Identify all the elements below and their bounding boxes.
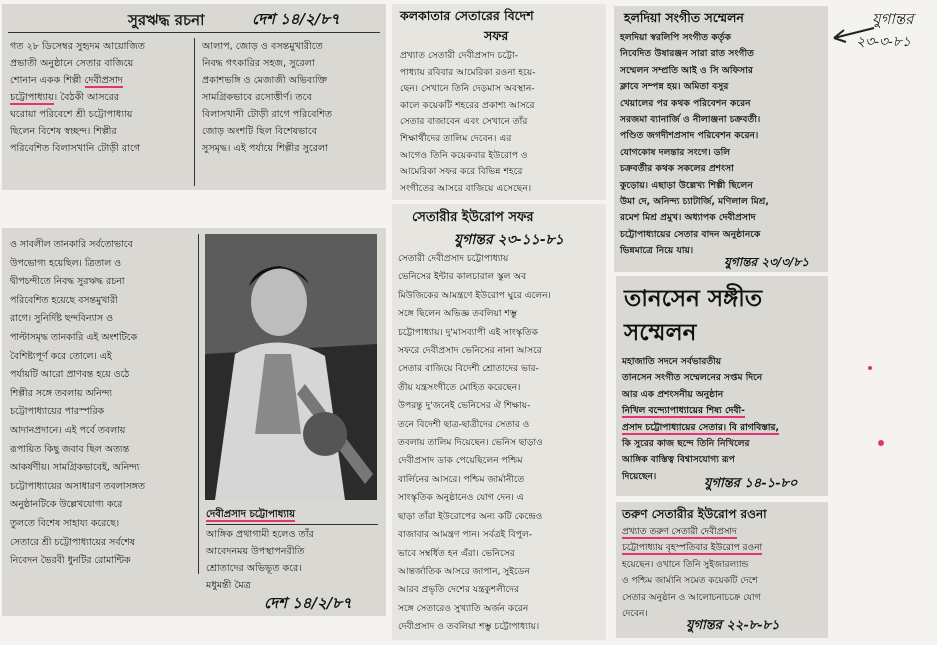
clip6-line: কি সুরের কাজ ছন্দে তিনি নিখিলের: [622, 439, 750, 450]
clip5-line: ভিন্নমাত্রে নিয়ে যায়।: [620, 245, 694, 257]
clip7-headline: তরুণ সেতারীর ইউরোপ রওনা: [622, 507, 767, 521]
clip4-line: তবলায় তালিম দিয়েছেন। ভেনিস ছাড়াও: [398, 438, 543, 449]
highlighted-name: প্রখ্যাত তরুণ সেতারী দেবীপ্রসাদ: [622, 527, 737, 537]
clip-tansen: [616, 276, 828, 496]
clip-review: [2, 228, 386, 616]
clip3-headline: কলকাতার সেতারের বিদেশ: [400, 8, 534, 23]
clip4-line: মিউজিকের আমন্ত্রণে ইউরোপ ঘুরে এলেন।: [398, 290, 551, 301]
clip2-caption-rule: [206, 524, 378, 525]
clip4-line: সাংস্কৃতিক অনুষ্ঠানেও যোগ দেন। এ: [398, 493, 524, 504]
clip7-body: [622, 524, 826, 622]
clip4-line: সেতারী দেবীপ্রসাদ চট্টোপাধ্যায়: [398, 254, 509, 264]
pink-mark: [878, 440, 884, 446]
clip1-line: প্রকাশভঙ্গি ও মেজাজী অভিব্যক্তি: [202, 75, 328, 86]
clip1-divider: [8, 32, 380, 33]
clip3-line: শিক্ষার্থীদের তালিম দেবেন। এর: [400, 132, 512, 144]
clip1-stamp: দেশ ১৪/২/৮৭: [252, 10, 340, 28]
clip4-line: চট্টোপাধ্যায়। দু'মাসব্যাপী এই সাংস্কৃতিক: [398, 327, 539, 338]
clip2-line: আবেদনময় উপস্থাপনরীতি: [206, 546, 305, 557]
clip-young-setari: [616, 502, 828, 638]
clip7-line: ও পশ্চিম জার্মানি সমেত কয়েকটি দেশে: [622, 576, 758, 587]
highlighted-name: প্রসাদ চট্টোপাধ্যায়ের সেতার। বি রাগবিস্তার,: [622, 422, 779, 433]
clip6-headline1: তানসেন সঙ্গীত: [624, 286, 763, 312]
handwritten-date: ২৩-৩-৮১: [856, 34, 911, 50]
clip2-byline: মধুমন্তী মৈত্র: [206, 580, 251, 591]
clip4-line: তীয় যন্ত্রসংগীতে মোহিত করেছেন।: [398, 382, 521, 393]
clip2-line: দ্বীপচন্দীতে নিবদ্ধ সুরঋদ্ধ রচনা: [10, 276, 125, 288]
clip1-text: । বৈঠকী আসরের: [53, 92, 120, 103]
clip3-line: পাধ্যায় রবিবার আমেরিকা রওনা হয়ে-: [400, 66, 536, 78]
highlighted-name: দেবীপ্রসাদ চট্টোপাধ্যায়: [206, 509, 296, 520]
clip2-line: তুলতে বিশেষ সাহায্য করেছে।: [10, 517, 120, 529]
clip1-line: প্রভাতী অনুষ্ঠানে সেতার বাজিয়ে: [10, 58, 134, 69]
clip2-line: শিল্পীর সঙ্গে তবলায় অনিন্দ্য: [10, 387, 112, 399]
clip5-line: হলদিয়া স্বরলিপি সংগীত কর্তৃক: [620, 32, 732, 43]
clip4-line: সঙ্গে ছিলেন অভিজ্ঞ তবলিয়া শম্ভু: [398, 309, 518, 320]
pink-mark: [868, 366, 872, 370]
clip4-line: ছাড়া তাঁরা ইউরোপের অন্য কটি কেন্দ্রেও: [398, 511, 543, 522]
clip-europe-tour: [392, 204, 606, 640]
clip1-col2: [202, 38, 382, 157]
clip6-line: [622, 420, 826, 436]
clip7-line: [622, 540, 826, 556]
clip5-line: পণ্ডিত জগদীশপ্রসাদ পরিবেশন করেন।: [620, 130, 759, 142]
clip1-text: শোনান একক শিল্পী: [10, 75, 82, 86]
clip1-line: [10, 72, 192, 89]
clip5-line: চট্টোপাধ্যায়ের সেতার বাদন অনুষ্ঠানকে: [620, 228, 761, 240]
clip2-line: চট্টোপাধ্যায়ের পারস্পরিক: [10, 406, 105, 418]
portrait-photo: [205, 234, 377, 500]
clip-haldia: [614, 6, 828, 272]
clip6-line: আর এক প্রশংসনীয় অনুষ্ঠান: [622, 389, 724, 400]
highlighted-name: নিখিল বন্দ্যোপাধ্যায়ের শিষ্য দেবী-: [622, 406, 745, 417]
clip1-line: পরিবেশিত বিলাসখানি টোড়ী রাগে: [10, 143, 141, 154]
clip2-line: বৈশিষ্ট্যপূর্ণ করে তোলে। এই: [10, 350, 112, 362]
clip6-line: মহাজাতি সদনে সর্বভারতীয়: [622, 357, 722, 367]
clip6-line: আঙ্গিক বাস্তিত্ব বিশ্বাসযোগ্য রূপ: [622, 455, 735, 466]
clip2-line: পরিবেশিত হয়েছে বসন্তমুখারী: [10, 294, 118, 306]
clip5-line: ক্লাবে সম্পন্ন হয়। অমিতা বসুর: [620, 81, 729, 93]
clip2-line: আঙ্গিক প্রথাগামী হলেও তাঁর: [206, 529, 314, 540]
clip1-line: বিলাসখানী টোড়ী রাগে পরিবেশিত: [202, 109, 333, 120]
clip5-line: উমা দে, অনিন্দ্য চ্যাটার্জি, মণিলাল মিশ্র,: [620, 196, 769, 208]
clip2-col2: [206, 526, 382, 594]
clip3-line: সেতার বাজাবেন এবং সেখানে তাঁর: [400, 116, 528, 128]
clip3-body: [400, 48, 604, 197]
clip4-body: [398, 250, 604, 637]
clip4-line: বার্লিনের আসরে। পশ্চিম জার্মানীতে: [398, 474, 525, 485]
clip1-line: সুসমৃদ্ধ। এই পর্যায়ে শিল্পীর সুরেলা: [202, 143, 328, 154]
clip2-line: আদানপ্রদানে। এই পর্বে তবলায়: [10, 424, 126, 436]
portrait-image: [205, 234, 377, 500]
clip7-line: হয়েছেন। ওখানে তিনি সুইজারল্যান্ড: [622, 559, 749, 570]
clip2-line: নিবেদন ভৈরবী ধুনটির রোমান্টিক: [10, 555, 131, 567]
clip7-line: সেতার অনুষ্ঠান ও আলোচনাচক্রে যোগ: [622, 592, 761, 603]
clip2-line: উপভোগ্য হয়েছিল। ত্রিতাল ও: [10, 257, 122, 269]
clip2-stamp: দেশ ১৪/২/৮৭: [264, 594, 352, 612]
clip4-line: দেবীপ্রসাদ ডাক পেয়েছিলেন পশ্চিম: [398, 456, 523, 467]
clip1-line: ছিলেন বিশেষ স্বচ্ছন্দ। শিল্পীর: [10, 126, 117, 137]
clip2-line: ও সাবলীল তানকারি সর্বতোভাবে: [10, 239, 133, 250]
clip1-col1: [10, 38, 192, 157]
clip5-line: খেয়ালের পর কথক পরিবেশন করেন: [620, 97, 751, 109]
clip1-line: নিবদ্ধ গৎকারির সহজ, সুরেলা: [202, 58, 315, 69]
clip1-line: গত ২৮ ডিসেম্বর সুহৃদম আয়োজিত: [10, 41, 145, 52]
clip4-line: উপরন্তু দু'জনেই ভেনিসের ঐ শিক্ষায়-: [398, 401, 531, 412]
clip2-col-divider: [198, 234, 199, 574]
clip5-line: নিবেদিত উষারঞ্জন সারা রাত সংগীত: [620, 48, 754, 60]
clip4-line: বাজাবার আমন্ত্রণ পান। সর্বত্রই বিপুল-: [398, 530, 533, 541]
clip5-line: রমেশ মিশ্র প্রমুখ। অধ্যাপক দেবীপ্রসাদ: [620, 212, 756, 224]
clip2-line: শ্রোতাদের অভিভূত করে।: [206, 563, 302, 574]
clip7-line: দেবেন।: [622, 609, 648, 620]
clip2-line: অনুষ্ঠানটিকে উল্লেখযোগ্য করে: [10, 499, 123, 511]
highlighted-name: চট্টোপাধ্যায়: [10, 92, 54, 103]
clip2-line: আকর্ষণীয়। সামগ্রিকভাবেই, অনিন্দ্য: [10, 462, 140, 474]
clip6-stamp: যুগান্তর ১৪-১-৮০: [704, 476, 798, 491]
clip6-headline2: সম্মেলন: [624, 320, 697, 346]
clip4-line: ভাবে সম্বর্ধিত হন এঁরা। ভেনিসের: [398, 548, 515, 559]
clip5-stamp: যুগান্তর ২৩/৩/৮১: [724, 255, 810, 269]
clip4-headline: সেতারীর ইউরোপ সফর: [412, 210, 534, 225]
clip6-body: [622, 354, 826, 485]
clip2-line: পর্যায়টি আরো প্রাণবন্ত হয়ে ওঠে: [10, 369, 130, 381]
clip1-line: আলাপ, জোড় ও বসন্তমুখারীতে: [202, 41, 323, 52]
clip4-line: ভেনিসের ইন্টার কালচারাল স্কুল অব: [398, 272, 527, 283]
clip4-line: আরব প্রভৃতি দেশের যন্ত্রকুশলীদের: [398, 585, 519, 596]
highlighted-name: চট্টোপাধ্যায় বৃহস্পতিবার ইউরোপ রওনা: [622, 543, 763, 554]
clip2-line: রাগে। সুনির্দিষ্ট ছন্দবিন্যাস ও: [10, 313, 114, 325]
clip4-line: দেবীপ্রসাদ ও তবলিয়া শম্ভু চট্টোপাধ্যায়।: [398, 622, 540, 633]
arrow-icon: [828, 22, 876, 46]
clip4-line: সেতার বাজিয়ে বিদেশী শ্রোতাদের ভার-: [398, 364, 539, 375]
clip7-stamp: যুগান্তর ২২-৮-৮১: [686, 618, 780, 633]
clip5-line: সম্মেলন সম্প্রতি আই ও সি অফিসার: [620, 64, 753, 76]
highlighted-name: দেবীপ্রসাদ: [84, 75, 123, 86]
clip1-headline: সুরঋদ্ধ রচনা: [128, 11, 205, 29]
clip5-line: যোগকোষ দলন্তার সংগে। ডলি: [620, 146, 731, 158]
clip-foreign-tour: [392, 4, 606, 200]
clip5-body: [620, 30, 826, 260]
clip5-line: সরজমা ব্যানার্জি ও নীলাঞ্জনা চক্রবর্তী।: [620, 114, 761, 126]
clip5-line: কুড়োয়। এছাড়া উল্লেখ্য শিল্পী ছিলেন: [620, 179, 753, 191]
clip1-line: জোড় অংশটি ছিল বিশেষভাবে: [202, 126, 318, 137]
clip-surariddha: [2, 4, 386, 190]
clip2-col1: [10, 236, 196, 571]
clip3-headline2: সফর: [484, 28, 509, 43]
clip2-line: পাল্টাসমৃদ্ধ তানকারি এই অংশটিকে: [10, 331, 138, 343]
clip2-line: সেতারে শ্রী চট্টোপাধ্যায়ের সর্বশেষ: [10, 536, 135, 548]
clip3-line: কালে কয়েকটি শহরের প্রকাশ্য আসরে: [400, 99, 535, 111]
clip6-line: দিয়েছেন।: [622, 471, 657, 482]
clip5-headline: হলদিয়া সংগীত সম্মেলন: [624, 10, 744, 25]
handwritten-note: যুগান্তর: [872, 10, 914, 28]
clip6-line: তানসেন সংগীত সম্মেলনের সপ্তম দিনে: [622, 373, 763, 384]
clip1-line: [10, 89, 192, 106]
clip4-line: সফরে দেবীপ্রসাদ ভেনিসের নানা আসরে: [398, 346, 542, 357]
clip1-line: সামগ্রিকভাবে রসোত্তীর্ণ। তবে: [202, 92, 312, 103]
photo-caption: [206, 506, 295, 523]
clip3-line: প্রখ্যাত সেতারী দেবীপ্রসাদ চট্টো-: [400, 50, 519, 61]
clip3-line: আগেও তিনি কয়েকবার ইউরোপ ও: [400, 149, 528, 161]
clip7-line: [622, 524, 826, 540]
clip2-line: চট্টোপাধ্যায়ের অসাধারণ তবলাসঙ্গত: [10, 480, 145, 492]
clip1-col-divider: [194, 38, 195, 186]
clip4-line: আন্তর্জাতিক আসরে জাপান, সুইডেন: [398, 566, 530, 577]
clip1-line: ঘরোয়া পরিবেশে শ্রী চট্টোপাধ্যায়: [10, 109, 133, 120]
clip4-stamp: যুগান্তর ২৩-১১-৮১: [454, 232, 564, 248]
clip6-line: [622, 403, 826, 419]
clip3-line: আমেরিকা সফর করে বিভিন্ন শহরে: [400, 166, 523, 178]
clip4-line: তনে বিদেশী ছাত্র-ছাত্রীদের সেতার ও: [398, 419, 530, 430]
clip3-line: সংগীতের আসরে বাজিয়ে এসেছেন।: [400, 182, 532, 194]
clip4-line: সঙ্গে সেতারেও সুখ্যাতি অর্জন করেন: [398, 603, 529, 614]
clip5-line: চক্রবর্তীর কথক সকলের প্রশংসা: [620, 163, 734, 175]
clip2-line: রূপায়িত কিছু জবাব ছিল অত্যন্ত: [10, 443, 130, 455]
clip3-line: ছেন। সেখানে তিনি দেড়মাস অবস্থান-: [400, 83, 535, 95]
